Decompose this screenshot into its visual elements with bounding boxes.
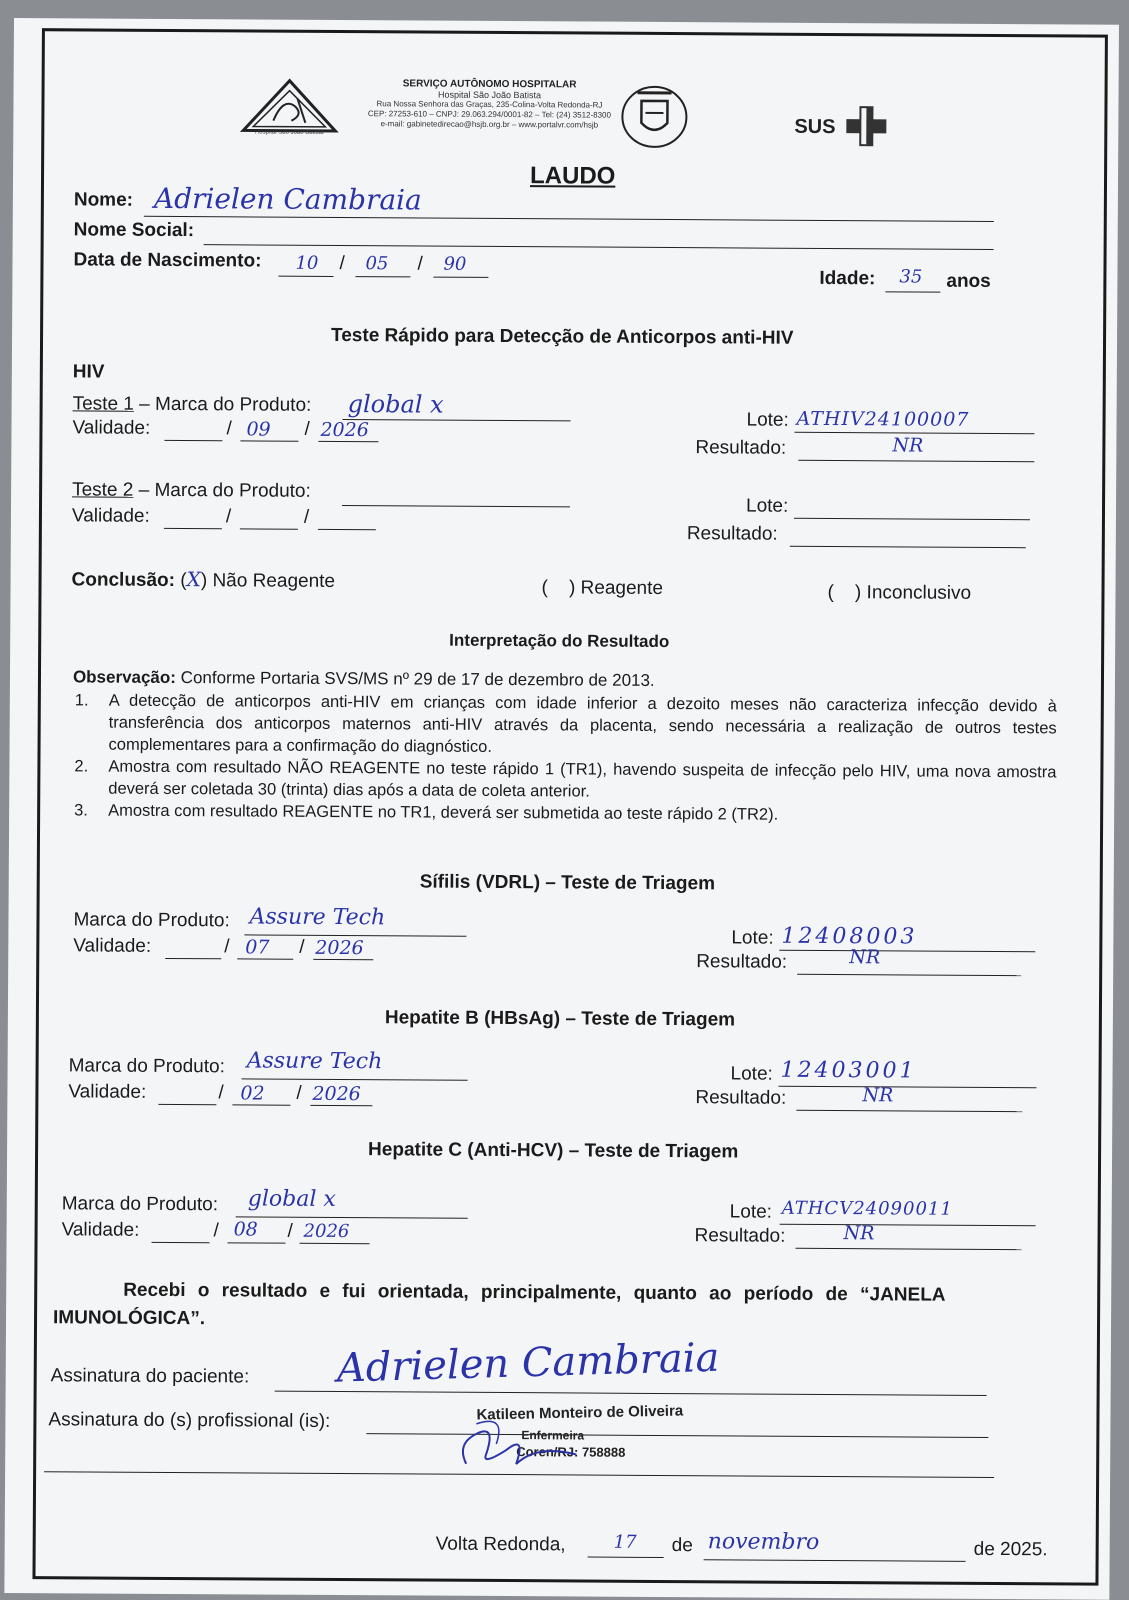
city-crest-icon [619, 83, 689, 149]
syphilis-validity-label: Validade: [73, 935, 152, 957]
dob-day: 10 [295, 252, 319, 274]
hiv-section-title: Teste Rápido para Detecção de Anticorpos anti-HIV [331, 324, 794, 349]
hepc-validity-month: 08 [233, 1218, 258, 1241]
observation-text: Conforme Portaria SVS/MS nº 29 de 17 de dezembro de 2013. [180, 668, 655, 690]
test1-validity-month: 09 [246, 418, 271, 441]
hepb-validity-label: Validade: [68, 1081, 147, 1103]
page-title: LAUDO [529, 162, 616, 190]
professional-signature-scribble [446, 1404, 586, 1475]
hepc-validity-label: Validade: [61, 1219, 140, 1241]
acknowledgement-line1: Recebi o resultado e fui orientada, principalmente, quanto ao período de “JANELA [123, 1279, 946, 1306]
hospital-cep: CEP: 27253-610 – CNPJ: 29.063.294/0001-82 – Tel: (24) 3512-8300 [367, 109, 612, 120]
document-frame: Hospital São João Batista SERVIÇO AUTÔNOMO HOSPITALAR Hospital São João Batista Rua Nossa Senhora das Graças, 235-Colina-Volta Redonda-RJ CEP: 27253-610 – CNPJ: 29.063.294/0001-82 – Tel: (24) 3512-8300 e-mail: gabinetedirecao@hsjb.org.br – www.portalvr.com/hsjb SUS LAUDO Nome: Adrielen Cambraia Nome Social: Data de Nascimento: 10 / 05 / 90 Idade: 35 anos Teste Rápido para Detecção de Anticorpos anti-HIV HIV Teste 1 – Marca do Produto: global x Validade: / 09 / 2026 Lote: ATHIV24100007 Resultado: NR Teste 2 – Marca do Produto: Validade: / / Lote: Resultado: Conclusão: (X) Não Reagente ( ) Reagente ( ) Inconclusivo Interpretação do Resultado Observação: Conforme Portaria SVS/MS nº 29 de 17 de dezembro de 2013. 1. A detecção de anticorpos anti-HIV em crianças com idade inferior a dezoito meses não caracteriza infecção devido à transferência dos anticorpos maternos anti-HIV através da placenta, sendo necessária a realização de outros testes complementares para a confirmação do diagnóstico. 2. Amostra com resultado NÃO REAGENTE no teste rápido 1 (TR1), havendo suspeita de infecção pelo HIV, uma nova amostra deverá ser coletada 30 (trinta) dias após a data de coleta anterior. 3. Amostra com resultado REAGENTE no TR1, deverá ser submetida ao teste rápido 2 (TR2). Sífilis (VDRL) – Teste de Triagem Marca do Produto: Assure Tech Validade: / 07 / 2026 Lote: 12408003 Resultado: NR Hepatite B (HBsAg) – Teste de Triagem Marca do Produto: Assure Tech Validade: / 02 / 2026 Lote: 12403001 Resultado: NR Hepatite C (Anti-HCV) – Teste de Triagem Marca do Produto: global x Validade: / 08 / 2026 Lote: ATHCV24090011 Resultado: NR Recebi o resultado e fui orientada, principalmente, quanto ao período de “JANELA IMUNOLÓGICA”. Assinatura do paciente: Adrielen Cambraia Assinatura do (s) profissional (is): Katileen Monteiro de Oliveira Enfermeira Coren/RJ: 758888 Volta Redonda, 17 de novembro de 2025. [32, 28, 1107, 1585]
test1-brand-label: – Marca do Produto: [133, 393, 312, 416]
interpretation-item: 3. Amostra com resultado REAGENTE no TR1, deverá ser submetida ao teste rápido 2 (TR2). [74, 801, 779, 824]
document-paper [4, 18, 1119, 1600]
non-reactive-option-label: Não Reagente [212, 570, 336, 592]
hepb-result-label: Resultado: [695, 1087, 787, 1109]
conclusion-row: Conclusão: (X) Não Reagente [71, 567, 336, 592]
hepb-validity-month: 02 [240, 1082, 265, 1105]
interpretation-item: 1. A detecção de anticorpos anti-HIV em crianças com idade inferior a dezoito meses não caracteriza infecção devido à transferência dos anticorpos maternos anti-HIV através da placenta, sendo necessária a realização de outros testes complementares para a confirmação do diagnóstico. [74, 691, 1057, 756]
hepb-title: Hepatite B (HBsAg) – Teste de Triagem [384, 1007, 736, 1031]
footer-month: novembro [707, 1529, 820, 1555]
dob-label: Data de Nascimento: [73, 249, 262, 272]
test2-brand-row [72, 479, 311, 502]
footer-de: de [671, 1535, 693, 1557]
conclusion-label: Conclusão: [71, 569, 176, 591]
test1-validity-year: 2026 [320, 418, 369, 442]
org-title: SERVIÇO AUTÔNOMO HOSPITALAR [402, 78, 577, 91]
social-name-label: Nome Social: [73, 219, 195, 242]
interpretation-title: Interpretação do Resultado [449, 630, 670, 652]
syphilis-brand-value: Assure Tech [249, 904, 386, 931]
syphilis-brand-label: Marca do Produto: [73, 909, 230, 932]
patient-signature: Adrielen Cambraia [336, 1334, 721, 1392]
reactive-option[interactable]: ( ) Reagente [541, 577, 664, 599]
interpretation-list [66, 689, 1057, 827]
syphilis-validity-month: 07 [245, 936, 270, 959]
test1-validity-label: Validade: [72, 417, 151, 439]
footer-day: 17 [613, 1531, 637, 1553]
test2-lot-label: Lote: [745, 495, 789, 517]
test1-label: Teste 1 [72, 393, 134, 415]
header-info [364, 79, 614, 131]
observation-row [73, 667, 655, 691]
inconclusive-option[interactable]: ( ) Inconclusivo [827, 581, 972, 604]
dob-year: 90 [443, 253, 467, 275]
hepc-title: Hepatite C (Anti-HCV) – Teste de Triagem [368, 1139, 739, 1163]
hepb-brand-label: Marca do Produto: [68, 1055, 225, 1078]
hepb-result-value: NR [862, 1084, 894, 1107]
sus-label: SUS [794, 115, 836, 139]
inconclusive-option-label: Inconclusivo [866, 582, 972, 604]
test2-brand-label: – Marca do Produto: [133, 479, 311, 502]
age-unit: anos [946, 270, 991, 292]
test2-result-label: Resultado: [686, 523, 778, 545]
reactive-option-label: Reagente [580, 577, 664, 599]
hepb-lot-label: Lote: [730, 1063, 773, 1085]
test2-validity-label: Validade: [71, 505, 150, 527]
test1-result-value: NR [892, 434, 924, 457]
hospital-address: Rua Nossa Senhora das Graças, 235-Colina-Volta Redonda-RJ [376, 99, 603, 110]
hospital-email: e-mail: gabinetedirecao@hsjb.org.br – www.portalvr.com/hsjb [380, 119, 599, 130]
hiv-heading: HIV [72, 361, 105, 383]
stamp-coren: Coren/RJ: 758888 [516, 1444, 626, 1460]
observation-label: Observação: [72, 667, 177, 688]
test1-lot-label: Lote: [746, 409, 789, 431]
stamp-role: Enfermeira [521, 1428, 585, 1443]
hepb-brand-value: Assure Tech [246, 1048, 383, 1075]
acknowledgement-line2: IMUNOLÓGICA”. [52, 1307, 206, 1330]
hepc-brand-value: global x [247, 1186, 336, 1212]
syphilis-result-label: Resultado: [696, 951, 788, 973]
hepc-lot-value: ATHCV24090011 [781, 1197, 953, 1220]
name-label: Nome: [73, 189, 134, 211]
age-value: 35 [899, 266, 923, 288]
stamp-name: Katileen Monteiro de Oliveira [476, 1402, 684, 1424]
test1-brand-value: global x [347, 390, 444, 419]
name-value: Adrielen Cambraia [153, 181, 422, 217]
syphilis-title: Sífilis (VDRL) – Teste de Triagem [419, 871, 716, 895]
test1-result-label: Resultado: [695, 437, 787, 459]
interpretation-item: 2. Amostra com resultado NÃO REAGENTE no teste rápido 1 (TR1), havendo suspeita de infecção pelo HIV, uma nova amostra deverá ser coletada 30 (trinta) dias após a data de coleta anterior. [74, 757, 1057, 801]
test2-label: Teste 2 [72, 479, 134, 501]
logo-caption: Hospital São João Batista [254, 129, 324, 136]
hepc-lot-label: Lote: [729, 1201, 773, 1223]
hepc-result-value: NR [843, 1222, 875, 1245]
non-reactive-checkbox-mark[interactable]: X [186, 567, 201, 592]
test1-lot-value: ATHIV24100007 [796, 407, 970, 431]
patient-signature-label: Assinatura do paciente: [50, 1365, 250, 1388]
syphilis-lot-label: Lote: [731, 927, 774, 949]
hepc-brand-label: Marca do Produto: [61, 1193, 219, 1216]
hepb-validity-year: 2026 [312, 1082, 361, 1106]
hospital-name: Hospital São João Batista [437, 89, 542, 101]
sus-cross-icon [844, 104, 888, 148]
dob-month: 05 [365, 253, 389, 275]
footer-year: de 2025. [973, 1538, 1048, 1561]
professional-signature-label: Assinatura do (s) profissional (is): [48, 1409, 331, 1432]
hepc-result-label: Resultado: [694, 1225, 786, 1247]
hepc-validity-year: 2026 [303, 1220, 350, 1243]
hepb-lot-value: 12403001 [780, 1057, 917, 1084]
syphilis-lot-value: 12408003 [781, 923, 918, 950]
syphilis-validity-year: 2026 [315, 936, 364, 960]
age-label: Idade: [819, 267, 876, 290]
footer-city: Volta Redonda, [435, 1533, 566, 1556]
test1-brand-row [73, 393, 312, 416]
syphilis-result-value: NR [849, 946, 881, 969]
